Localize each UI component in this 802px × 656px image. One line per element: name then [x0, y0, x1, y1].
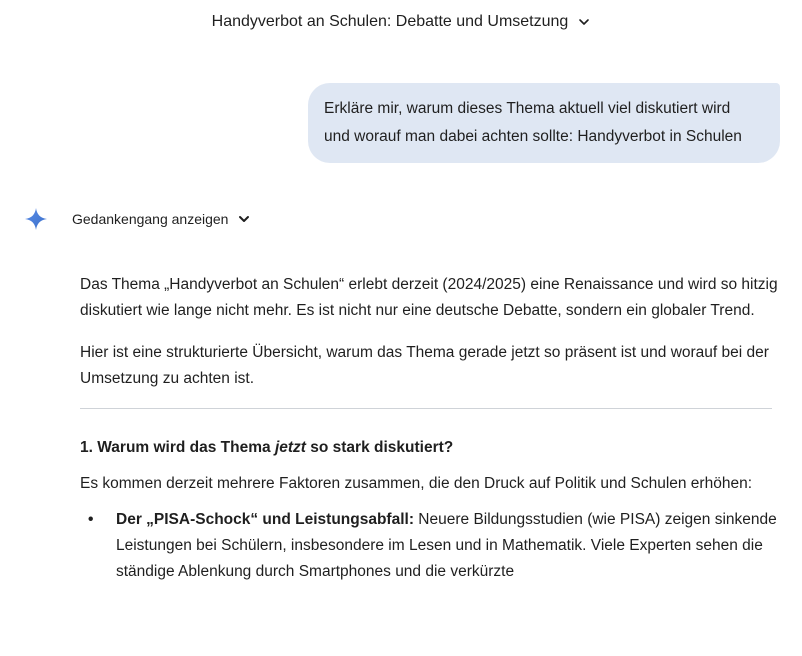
list-item-bold: Der „PISA-Schock“ und Leistungsabfall:: [116, 511, 414, 528]
list-item: [88, 507, 780, 585]
show-thinking-label[interactable]: Gedankengang anzeigen: [72, 211, 229, 227]
sparkle-icon: [24, 207, 48, 231]
section-intro: Es kommen derzeit mehrere Faktoren zusammen, die den Druck auf Politik und Schulen erhöhen:: [80, 475, 753, 492]
bullet-list: [80, 507, 780, 585]
conversation-title-bar[interactable]: [0, 13, 802, 31]
assistant-response: [80, 272, 780, 585]
user-message-line: und worauf man dabei achten sollte: Handyverbot in Schulen: [324, 128, 742, 145]
chevron-down-icon[interactable]: [238, 213, 250, 225]
bullet-marker: •: [88, 511, 94, 528]
chevron-down-icon[interactable]: [578, 16, 590, 28]
list-item-text: Neuere Bildungsstudien (wie PISA) zeigen sinkende Leistungen bei Schülern, insbesondere im Lesen und in Mathematik. Viele Experten sehen die ständige Ablenkung durch Smartphones und die verkürzte: [116, 511, 777, 580]
user-message-line: Erkläre mir, warum dieses Thema aktuell viel diskutiert wird: [324, 100, 731, 117]
section-heading-text: 1. Warum wird das Thema: [80, 439, 275, 456]
section-heading-text: so stark diskutiert?: [305, 439, 454, 456]
show-thinking-toggle[interactable]: [24, 206, 250, 232]
section-heading: [80, 435, 780, 461]
conversation-title[interactable]: Handyverbot an Schulen: Debatte und Umsetzung: [211, 13, 569, 30]
response-paragraph: Das Thema „Handyverbot an Schulen“ erlebt derzeit (2024/2025) eine Renaissance und wird so hitzig diskutiert wie lange nicht mehr. Es ist nicht nur eine deutsche Debatte, sondern ein globaler Trend.: [80, 276, 778, 319]
section-heading-emphasis: jetzt: [274, 439, 306, 456]
user-message-bubble: [308, 83, 780, 163]
section-divider: [80, 408, 772, 409]
response-paragraph: Hier ist eine strukturierte Übersicht, warum das Thema gerade jetzt so präsent ist und worauf bei der Umsetzung zu achten ist.: [80, 344, 769, 387]
